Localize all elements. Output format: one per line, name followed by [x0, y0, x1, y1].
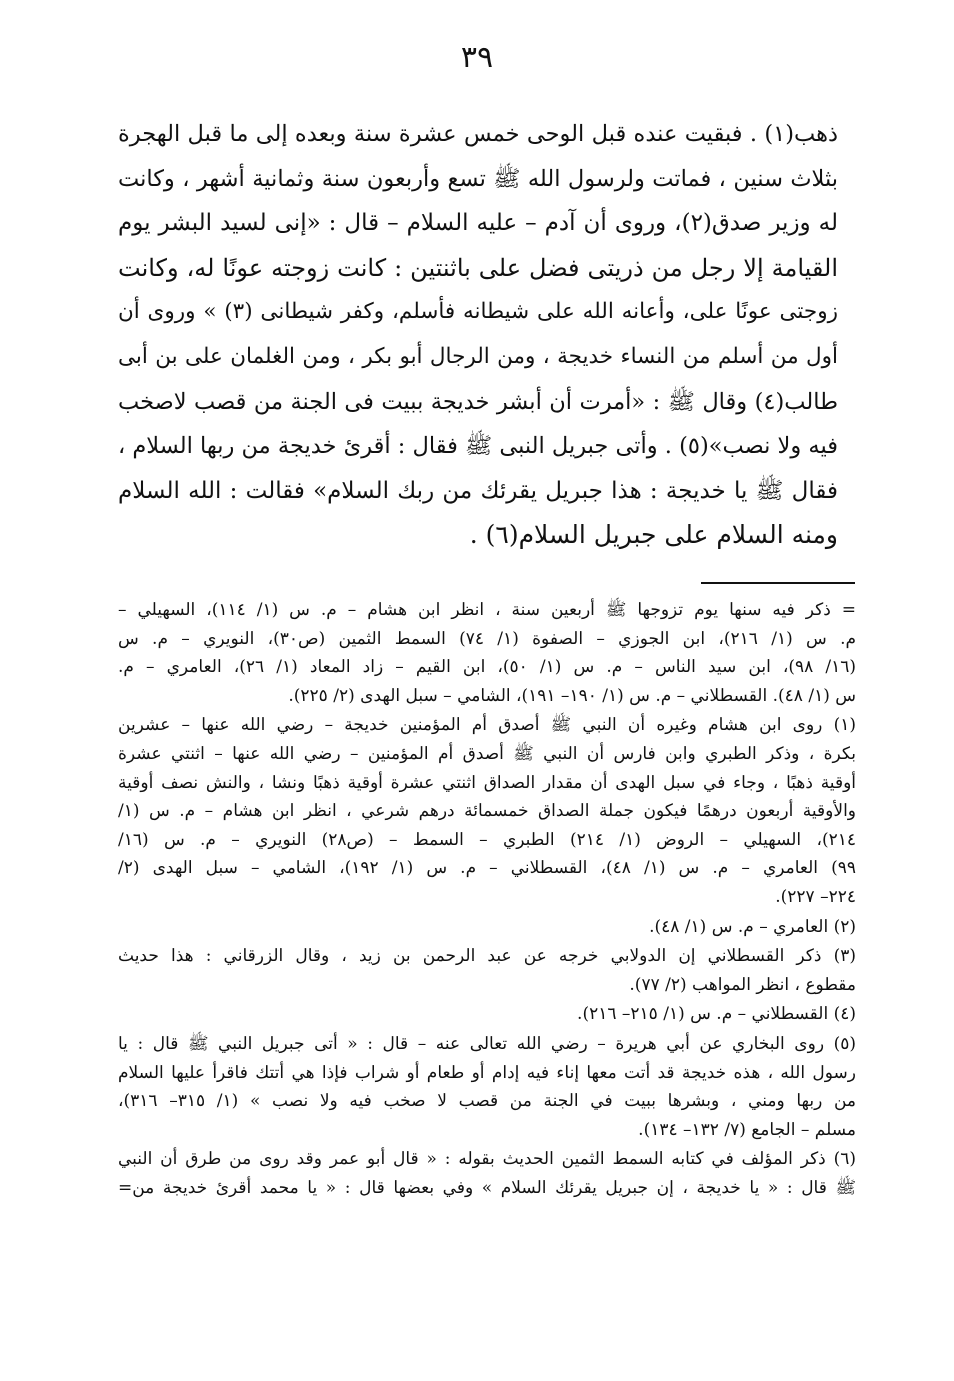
- footnote-line: ﷺ قال : « يا خديجة ، إن جبريل يقرئك السلام » وفي بعضها قال : « يا محمد أقرئ خديجة من=: [118, 1177, 856, 1198]
- footnote-line: (٤) القسطلاني – م. س (١/ ٢١٥– ٢١٦).: [577, 1004, 856, 1025]
- body-line: له وزير صدق(٢)، وروى أن آدم – عليه السلام – قال : «إنى لسيد البشر يوم: [118, 210, 839, 237]
- footnotes-section: [118, 596, 856, 1203]
- footnote-line: ٢١٤)، السهيلي – الروض (١/ ٢١٤) الطبري – السمط – (ص٢٨) النويري – م. س (١٦/: [118, 829, 856, 850]
- footnote-line: ٩٩) العامري – م. س (١/ ٤٨)، القسطلاني – م. س (١/ ١٩٢)، الشامي – سبل الهدى (٢/: [118, 858, 857, 879]
- body-line: فقال ﷺ يا خديجة : هذا جبريل يقرئك من ربك السلام» فقالت : الله السلام: [118, 477, 838, 504]
- main-body-text: [118, 112, 838, 558]
- body-line: بثلاث سنين ، فماتت ولرسول الله ﷺ تسع وأربعون سنة وثمانية أشهر ، وكانت: [118, 165, 838, 192]
- footnote-line: (١) روى ابن هشام وغيره أن النبي ﷺ أصدق أم المؤمنين خديجة – رضي الله عنها – عشرين: [118, 715, 856, 736]
- footnote-line: أوقية ذهبًا ، وجاء في سبل الهدى أن مقدار الصداق اثنتي عشرة أوقية ذهبًا ونشا ، والنش نصف أوقية: [118, 772, 856, 793]
- footnote-1: [118, 711, 856, 911]
- footnote-2: [118, 913, 856, 942]
- body-line: فيه ولا نصب»(٥) . وأتى جبريل النبى ﷺ فقال : أقرئ خديجة من ربها السلام ،: [117, 433, 838, 460]
- footnote-line: من ربها ومني ، وبشرها ببيت في الجنة من قصب لا صخب فيه ولا نصب » (١/ ٣١٥– ٣١٦)،: [118, 1091, 857, 1112]
- footnote-line: (٥) روى البخاري عن أبي هريرة – رضي الله تعالى عنه – قال : « أتى جبريل النبي ﷺ قال : يا: [118, 1033, 856, 1054]
- body-line: زوجتى عونًا على، وأعانه الله على شيطانه فأسلم، وكفر شيطانى (٣) » وروى أن: [118, 299, 838, 325]
- footnote-line: م. س (١/ ٢١٦)، ابن الجوزي – الصفوة (١/ ٧٤) السمط الثمين (ص٣٠)، النويري – م. س: [118, 628, 857, 649]
- footnote-line: ٢٢٤– ٢٢٧).: [775, 886, 856, 907]
- body-line: أول من أسلم من النساء خديجة ، ومن الرجال أبو بكر ، ومن الغلمان على بن أبى: [118, 343, 838, 369]
- footnote-line: بكرة ، وذكر الطبري وابن فارس أن النبي ﷺ أصدق أم المؤمنين – رضي الله عنها – اثنتي عشرة: [118, 743, 856, 764]
- footnote-line: (٢) العامري – م. س (١/ ٤٨).: [649, 916, 856, 937]
- footnote-line: مقطوع ، انظر المواهب (٢/ ٧٧).: [629, 974, 856, 995]
- body-line: القيامة إلا رجل من ذريتى فضل على باثنتين : كانت زوجته عونًا له، وكانت: [118, 253, 838, 282]
- footnote-line: (١٦/ ٩٨)، ابن سيد الناس – م. س (١/ ٥٠)، ابن القيم – زاد المعاد (١/ ٢٦)، العامري – م.: [118, 657, 857, 678]
- footnote-line: (٣) ذكر القسطلاني إن الدولابي خرجه عن عبد الرحمن بن زيد ، وقال الزرقاني : هذا حديث: [118, 946, 856, 967]
- page-number: ٣٩: [460, 40, 494, 75]
- body-line: ذهب(١) . فبقيت عنده قبل الوحى خمس عشرة سنة وبعده إلى ما قبل الهجرة: [118, 121, 838, 147]
- footnote-line: والأوقية أربعون درهمًا فيكون جملة الصداق خمسمائة درهم شرعي ، انظر ابن هشام – م. س (١/: [118, 801, 856, 822]
- footnote-line: مسلم – الجامع (٧/ ١٣٢– ١٣٤).: [638, 1119, 856, 1140]
- footnote-6: [118, 1145, 856, 1202]
- footnote-continuation: [118, 596, 856, 710]
- footnote-line: رسول الله ، هذه خديجة قد أتت معها إناء فيه إدام أو طعام أو شراب فإذا هي أتتك فاقرأ عليها السلام: [118, 1062, 857, 1083]
- footnote-separator-rule: [701, 582, 855, 584]
- body-line: طالب(٤) وقال ﷺ : «أمرت أن أبشر خديجة ببيت فى الجنة من قصب لاصخب: [118, 388, 838, 415]
- footnote-line: س (١/ ٤٨). القسطلاني – م. س (١/ ١٩٠– ١٩١)، الشامي – سبل الهدى (٢/ ٢٢٥).: [288, 685, 856, 706]
- footnote-5: [118, 1030, 856, 1144]
- footnote-3: [118, 942, 856, 999]
- body-line: ومنه السلام على جبريل السلام(٦) .: [469, 520, 838, 550]
- footnote-line: (٦) ذكر المؤلف في كتابه السمط الثمين الحديث بقوله : « قال أبو عمر وقد روى من طرق أن النبي: [118, 1149, 856, 1170]
- footnote-line: = ذكر فيه سنها يوم تزوجها ﷺ أربعين سنة ، انظر ابن هشام – م. س (١/ ١١٤)، السهيلي –: [118, 600, 856, 620]
- footnote-4: [118, 1000, 856, 1029]
